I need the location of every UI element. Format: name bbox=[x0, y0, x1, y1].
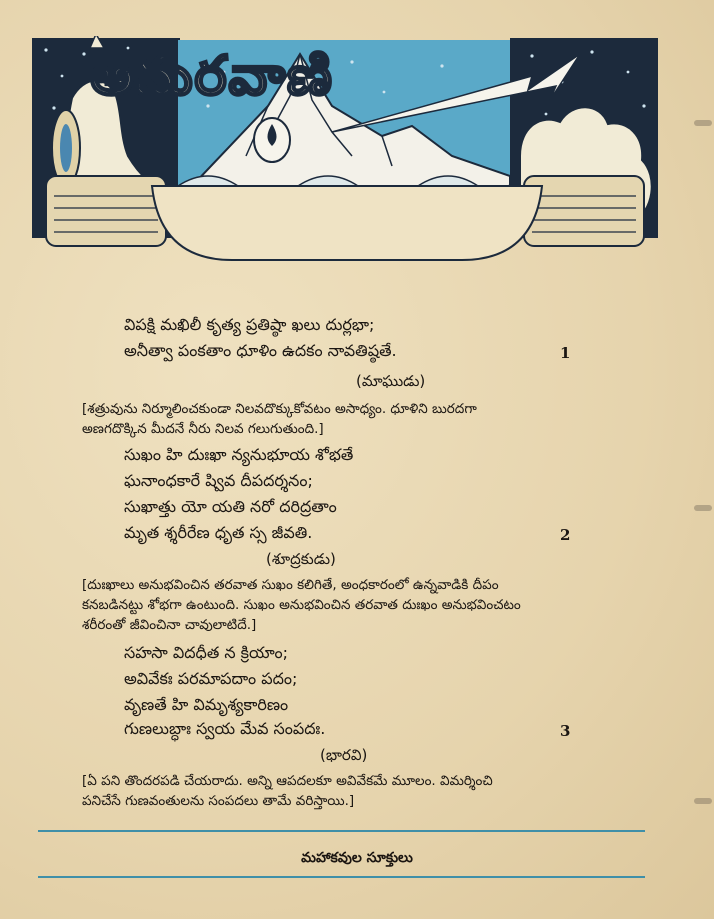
verse-1-meaning-1: [శత్రువును నిర్మూలించకుండా నిలవదొక్కుకోవటం అసాధ్యం. ధూళిని బురదగా bbox=[82, 401, 477, 417]
footer-rule-top bbox=[38, 830, 645, 832]
verse-3-meaning-2: పనిచేసే గుణవంతులను సంపదలు తామే వరిస్తాయి.] bbox=[82, 793, 355, 809]
verse-3-line-4: గుణలుబ్ధాః స్వయ మేవ సంపదః. bbox=[124, 719, 326, 738]
verse-2-line-2: ఘనాంధకారే ష్వివ దీపదర్శనం; bbox=[124, 471, 313, 490]
verse-3-line-1: సహసా విదధీత న క్రియాం; bbox=[124, 643, 289, 662]
verse-1-author: (మాఘుడు) bbox=[356, 372, 426, 390]
page-edge-mark bbox=[694, 120, 712, 126]
verse-3-author: (భారవి) bbox=[320, 746, 368, 764]
verse-2-line-3: సుఖాత్తు యో యతి నరో దరిద్రతాం bbox=[124, 497, 337, 516]
verse-1-line-1: విపక్షి మఖిలీ కృత్య ప్రతిష్ఠా ఖలు దుర్లభా; bbox=[124, 315, 375, 334]
page-edge-mark bbox=[694, 798, 712, 804]
verse-1-number: 1 bbox=[560, 344, 571, 362]
verse-2-number: 2 bbox=[560, 526, 571, 544]
verse-2-author: (శూద్రకుడు) bbox=[266, 550, 336, 568]
verse-2-meaning-2: కనబడినట్టు శోభగా ఉంటుంది. సుఖం అనుభవించిన తరవాత దుఃఖం అనుభవించటం bbox=[82, 597, 521, 613]
verse-1-line-2: అనీత్వా పంకతాం ధూళిం ఉదకం నావతిష్ఠతే. bbox=[124, 341, 397, 360]
verse-2-meaning-3: శరీరంతో జీవించినా చావులాటిదే.] bbox=[82, 617, 257, 633]
verse-3-line-3: వృణతే హి విమృశ్యకారిణం bbox=[124, 695, 289, 714]
verse-1-meaning-2: అణగదొక్కిన మీదనే నీరు నిలవ గలుగుతుంది.] bbox=[82, 421, 324, 437]
footer-rule-bottom bbox=[38, 876, 645, 878]
verse-3-number: 3 bbox=[560, 722, 571, 740]
footer-title: మహాకవుల సూక్తులు bbox=[301, 850, 413, 866]
verse-2-line-4: మృత శ్శరీరేణ ధృత స్స జీవతి. bbox=[124, 523, 313, 542]
verse-2-meaning-1: [దుఃఖాలు అనుభవించిన తరవాత సుఖం కలిగితే, అంధకారంలో ఉన్నవాడికి దీపం bbox=[82, 577, 499, 593]
verse-3-line-2: అవివేకః పరమాపదాం పదం; bbox=[124, 669, 298, 688]
title-text: అమరవాణి bbox=[90, 44, 334, 107]
verse-3-meaning-1: [ఏ పని తొందరపడి చేయరాదు. అన్ని ఆపదలకూ అవివేకమే మూలం. విమర్శించి bbox=[82, 773, 493, 789]
verse-2-line-1: సుఖం హి దుఃఖా న్యనుభూయ శోభతే bbox=[124, 445, 354, 464]
page-edge-mark bbox=[694, 505, 712, 511]
